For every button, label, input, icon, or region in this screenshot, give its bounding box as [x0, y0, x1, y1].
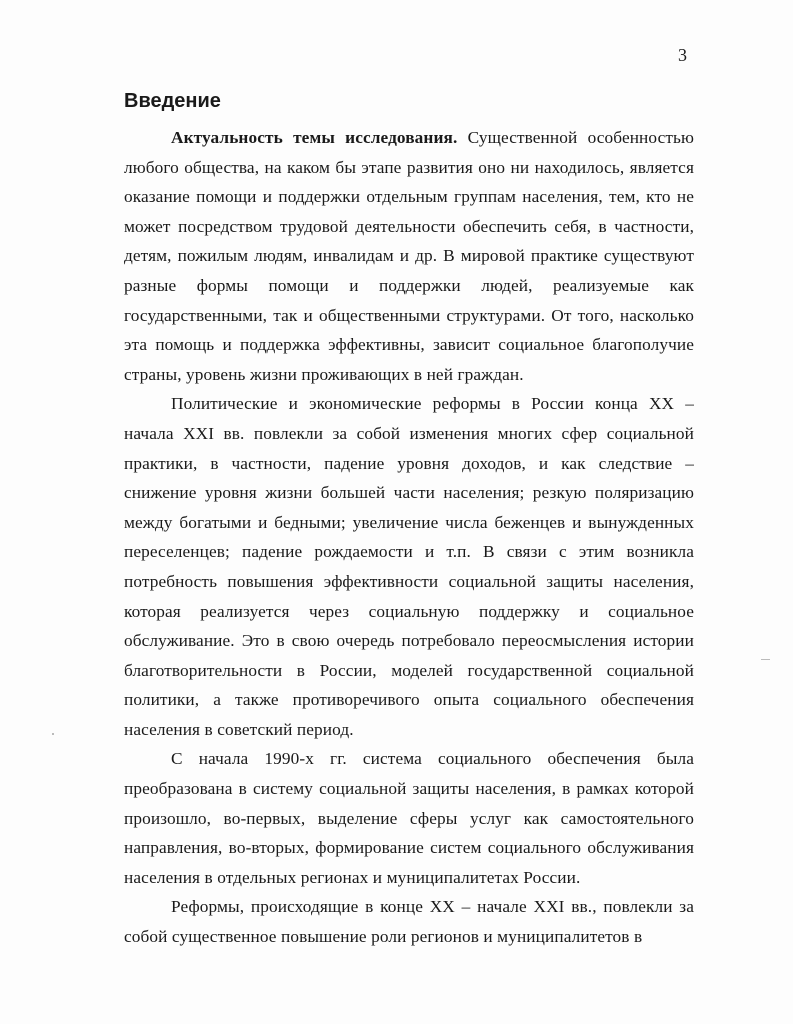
paragraph-regions: Реформы, происходящие в конце XX – начале XXI вв., повлекли за собой существенное повышение роли регионов и муниципалитетов в [124, 897, 694, 947]
section-heading: Введение [124, 90, 221, 112]
page-number: 3 [678, 45, 687, 65]
scan-artifact [761, 659, 770, 660]
paragraph-1990s: С начала 1990-х гг. система социального обеспечения была преобразована в систему социальной защиты населения, в рамках которой произошло, во-первых, выделение сферы услуг как самостоятельного направления, во-вторых, формирование систем социального обслуживания населения в отдельных регионах и муниципалитетах России. [124, 749, 694, 887]
scan-artifact [52, 733, 54, 735]
paragraph-text: Существенной особенностью любого общества, на каком бы этапе развития оно ни находилось, является оказание помощи и поддержки отдельным группам населения, тем, кто не может посредством трудовой деятельности обеспечить себя, в частности, детям, пожилым людям, инвалидам и др. В мировой практике существуют разные формы помощи и поддержки людей, реализуемые как государственными, так и общественными структурами. От того, насколько эта помощь и поддержка эффективны, зависит социальное благополучие страны, уровень жизни проживающих в ней граждан. [124, 128, 694, 384]
paragraph-reforms: Политические и экономические реформы в России конца XX – начала XXI вв. повлекли за собой изменения многих сфер социальной практики, в частности, падение уровня доходов, и как следствие – снижение уровня жизни большей части населения; резкую поляризацию между богатыми и бедными; увеличение числа беженцев и вынужденных переселенцев; падение рождаемости и т.п. В связи с этим возникла потребность повышения эффективности социальной защиты населения, которая реализуется через социальную поддержку и социальное обслуживание. Это в свою очередь потребовало переосмысления истории благотворительности в России, моделей государственной социальной политики, а также противоречивого опыта социального обеспечения населения в советский период. [124, 394, 694, 739]
paragraph-relevance [124, 123, 694, 389]
paragraph-lead: Актуальность темы исследования. [171, 128, 458, 147]
body-text [124, 123, 694, 952]
